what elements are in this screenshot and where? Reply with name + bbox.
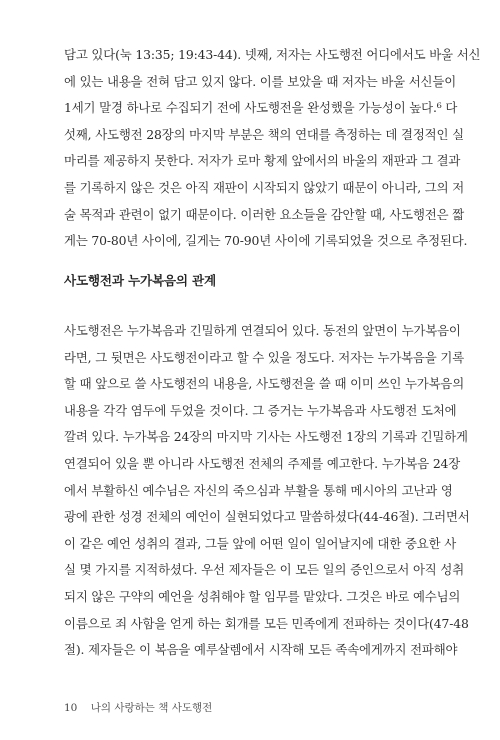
page-number: 10: [64, 702, 78, 714]
text-line: 술 목적과 관련이 없기 때문이다. 이러한 요소들을 감안할 때, 사도행전은 짧: [64, 206, 465, 222]
text-line: 광에 관한 성경 전체의 예언이 실현되었다고 말씀하셨다(44-46절). 그러면서: [64, 509, 470, 525]
text-line: 이름으로 죄 사함을 얻게 하는 회개를 모든 민족에게 전파하는 것이다(47-48: [64, 615, 469, 631]
body-paragraph: [64, 318, 470, 664]
text-line: 게는 70-80년 사이에, 길게는 70-90년 사이에 기록되었을 것으로 추정된다.: [64, 233, 468, 249]
text-line: 이 같은 예언 성취의 결과, 그들 앞에 어떤 일이 일어날지에 대한 중요한 사: [64, 535, 457, 551]
text-line: 절). 제자들은 이 복음을 예루살렘에서 시작해 모든 족속에게까지 전파해야: [64, 642, 458, 658]
text-line: 연결되어 있을 뿐 아니라 사도행전 전체의 주제를 예고한다. 누가복음 24장: [64, 455, 461, 471]
text-line: 실 몇 가지를 지적하셨다. 우선 제자들은 이 모든 일의 증인으로서 아직 성취: [64, 562, 465, 578]
page-footer: [64, 700, 212, 715]
text-line: 를 기록하지 않은 것은 아직 재판이 시작되지 않았기 때문이 아니라, 그의 저: [64, 179, 465, 195]
text-line: 되지 않은 구약의 예언을 성취해야 할 임무를 맡았다. 그것은 바로 예수님의: [64, 588, 461, 604]
text-line: 에서 부활하신 예수님은 자신의 죽으심과 부활을 통해 메시아의 고난과 영: [64, 482, 453, 498]
text-line: 1세기 말경 하나로 수집되기 전에 사도행전을 완성했을 가능성이 높다.⁶ 다: [64, 100, 458, 116]
text-line: 할 때 앞으로 쓸 사도행전의 내용을, 사도행전을 쓸 때 이미 쓰인 누가복음의: [64, 376, 465, 392]
top-paragraph: [64, 42, 481, 255]
text-line: 깔려 있다. 누가복음 24장의 마지막 기사는 사도행전 1장의 기록과 긴밀하게: [64, 429, 468, 445]
text-line: 라면, 그 뒷면은 사도행전이라고 할 수 있을 정도다. 저자는 누가복음을 기록: [64, 349, 465, 365]
text-line: 에 있는 내용을 전혀 담고 있지 않다. 이를 보았을 때 저자는 바울 서신들이: [64, 73, 457, 89]
text-line: 담고 있다(눅 13:35; 19:43-44). 넷째, 저자는 사도행전 어디에서도 바울 서신: [64, 47, 481, 62]
text-line: 마리를 제공하지 못한다. 저자가 로마 황제 앞에서의 바울의 재판과 그 결과: [64, 153, 461, 169]
text-line: 내용을 각각 염두에 두었을 것이다. 그 증거는 누가복음과 사도행전 도처에: [64, 402, 457, 418]
text-line: 사도행전은 누가복음과 긴밀하게 연결되어 있다. 동전의 앞면이 누가복음이: [64, 323, 461, 338]
text-line: 섯째, 사도행전 28장의 마지막 부분은 책의 연대를 측정하는 데 결정적인 실: [64, 126, 464, 142]
running-title: 나의 사랑하는 책 사도행전: [90, 702, 213, 714]
section-heading: 사도행전과 누가복음의 관계: [64, 273, 216, 288]
